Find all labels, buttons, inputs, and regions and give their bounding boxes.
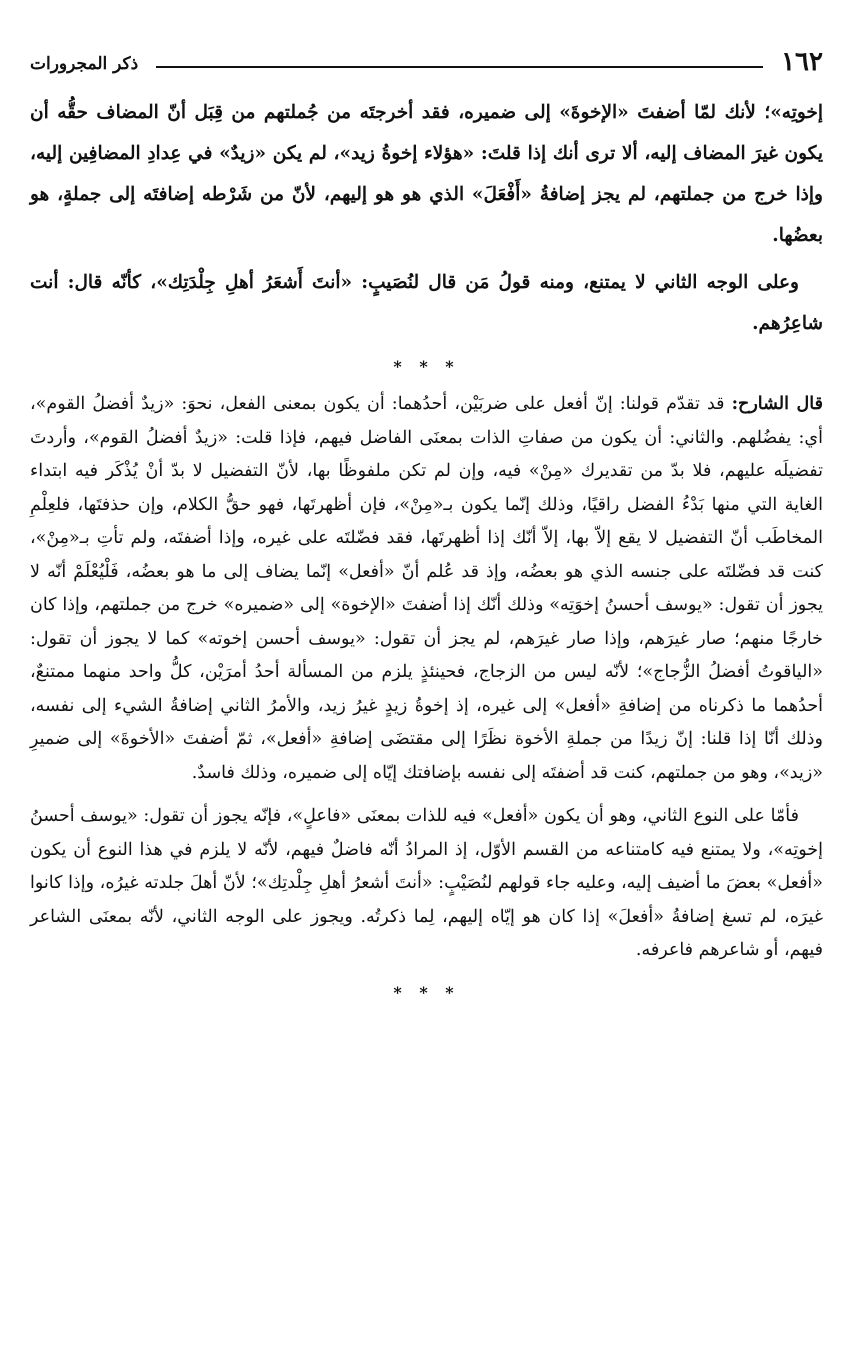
sharh-text: قد تقدّم قولنا: إنّ أفعل على ضربَيْن، أحدُهما: أن يكون بمعنى الفعل، نحوَ: «زيدٌ أفضلُ القوم»، أي: يفضُلهم. والثاني: أن يكون من صفاتِ الذات بمعنَى الفاضل فيهم، فإذا قلت: «زيدٌ أفضلُ القوم»، وأردتَ تفضيلَه عليهم، فلا بدّ من تقديرك «مِنْ» فيه، وإن لم تكن ملفوظًا بها، لأنّ التفضيل لا بدّ أنْ يُذْكَر فيه ابتداء الغاية التي منها بَدْءُ الفضل راقيًا، وذلك إنّما يكون بـ«مِنْ»، فإن أظهرتَها، فهو حقُّ الكلام، وإن حذفتَها، فلعِلْمِ المخاطَب أنّ التفضيل لا يقع إلاّ بها، إلاّ أنّك إذا أظهرتَها، فقد فضّلتَه على غيره، وإذا أضفتَه، ولم تأتِ بـ«مِنْ»، كنت قد فضّلتَه على جنسه الذي هو بعضُه، وإذ قد عُلم أنّ «أفعل» إنّما يضاف إلى ما هو بعضُه، فَلْيُعْلَمْ أنّه لا يجوز أن تقول: «يوسف أحسنُ إخوَتِه» وذلك أنّك إذا أضفتَ «الإخوة» إلى «ضميره» خرج من جملتهم، وإذا كان خارجًا منهم؛ صار غيرَهم، وإذا صار غيرَهم، لم يجز أن تقول: «يوسف أحسن إخوته» كما لا يجوز أن تقول: «الياقوتُ أفضلُ الزُّجاج»؛ لأنّه ليس من الزجاج، فحينئذٍ يلزم من المسألة أحدُ أمرَيْن، كلُّ واحد منهما ممتنعٌ، أحدُهما ما ذكرناه من إضافةِ «أفعل» إلى غيره، إذ إخوةُ زيدٍ غيرُ زيد، والأمرُ الثاني إضافةُ الشيء إلى نفسه، وذلك أنّا إذا قلنا: إنّ زيدًا من جملةِ الأخوة نظَرًا إلى مقتضَى إضافةِ «أفعل»، ثمّ أضفتَ «الأخوةَ» إلى ضميرِ «زيد»، وهو من جملتهم، كنت قد أضفتَه إلى نفسه بإضافتك إيّاه إلى ضميره، وذلك فاسدٌ. <box>30 394 823 783</box>
page-number: ١٦٢ <box>781 47 823 77</box>
running-header <box>30 40 823 76</box>
chapter-title: ذكر المجرورات <box>30 54 139 74</box>
section-separator: * * * <box>393 357 460 376</box>
matn-paragraph: إخوتِه»؛ لأنك لمّا أضفتَ «الإخوةَ» إلى ضميره، فقد أخرجتَه من جُملتهم من قِبَل أنّ المضاف حقُّه أن يكون غيرَ المضاف إليه، ألا ترى أنك إذا قلتَ: «هؤلاء إخوةُ زيد»، لم يكن «زيدٌ» في عِدادِ المضافِين إليه، وإذا خرج من جملتهم، لم يجز إضافةُ «أَفْعَلَ» الذي هو هو إليهم، لأنّ من شَرْطه إضافتَه إلى جملةٍ، هو بعضُها. <box>30 102 823 246</box>
header-rule <box>156 66 763 68</box>
sharh-paragraph: فأمّا على النوع الثاني، وهو أن يكون «أفعل» فيه للذات بمعنَى «فاعلٍ»، فإنّه يجوز أن تقول: «يوسف أحسنُ إخوتِه»، ولا يمتنع فيه كامتناعه من القسم الأوّل، إذ المرادُ أنّه فاضلٌ فيهم، لأنّه لا يلزم في هذا النوع أن يكون «أفعل» بعضَ ما أضيف إليه، وعليه جاء قولهم لنُصَيْبٍ: «أنتَ أشعرُ أهلِ جِلْدتِك»؛ لأنّ أهلَ جلدته غيرُه، وإذا كانوا غيرَه، لم تسغ إضافةُ «أفعلَ» إذا كان هو إيّاه إليهم، لِما ذكرتُه. ويجوز على الوجه الثاني، لأنّه بمعنَى الشاعر فيهم، أو شاعرهم فاعرفه. <box>30 806 823 960</box>
sharh-paragraph <box>30 388 823 790</box>
page-body <box>30 92 823 1014</box>
sharh-lead: قال الشارح: <box>731 394 823 414</box>
section-separator: * * * <box>393 982 460 1002</box>
matn-paragraph: وعلى الوجه الثاني لا يمتنع، ومنه قولُ مَن قال لنُصَيبٍ: «أنتَ أَشعَرُ أهلِ جِلْدَتِك»، كأنّه قال: أنت شاعِرُهم. <box>30 272 823 334</box>
